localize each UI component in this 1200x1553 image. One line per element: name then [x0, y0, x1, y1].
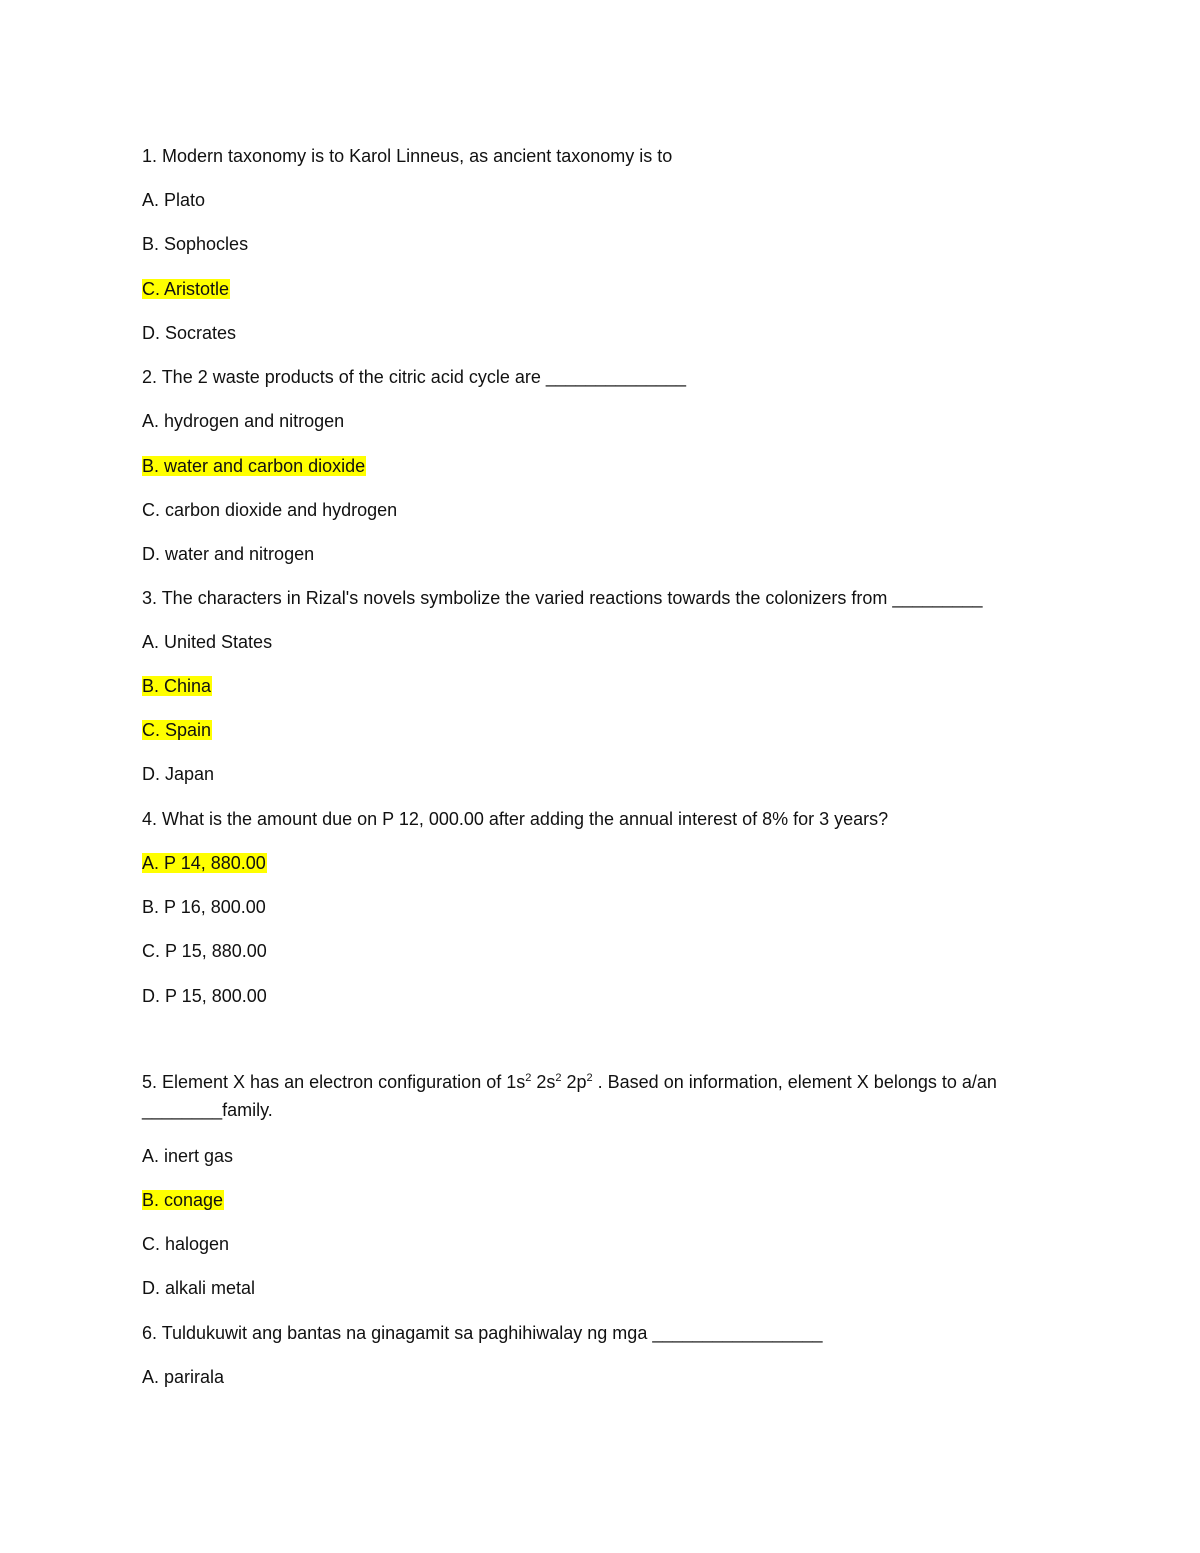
- question-2-option-b: [142, 454, 366, 478]
- option-text: A. inert gas: [142, 1146, 234, 1166]
- question-3-option-c: [142, 718, 212, 742]
- question-1-option-a: [142, 188, 205, 212]
- superscript: 2: [555, 1072, 562, 1084]
- prompt-mid: 2p: [561, 1072, 587, 1092]
- prompt-end: . Based on information, element X belongs to a/an ________family.: [142, 1072, 997, 1120]
- highlighted-answer: C. Spain: [142, 720, 212, 740]
- question-2-prompt: 2. The 2 waste products of the citric acid cycle are ______________: [142, 367, 687, 387]
- question-3-option-d: [142, 762, 214, 786]
- question-4-prompt: 4. What is the amount due on P 12, 000.00 after adding the annual interest of 8% for 3 years?: [142, 809, 889, 829]
- question-4-option-d: [142, 984, 267, 1008]
- question-4-option-c: [142, 939, 267, 963]
- highlighted-answer: C. Aristotle: [142, 279, 230, 299]
- prompt-mid: 2s: [531, 1072, 556, 1092]
- question-5-option-c: [142, 1232, 229, 1256]
- question-5-option-b: [142, 1188, 224, 1212]
- question-2-option-d: [142, 542, 314, 566]
- question-3-prompt: 3. The characters in Rizal's novels symbolize the varied reactions towards the colonizers from _________: [142, 588, 983, 608]
- question-6-prompt: 6. Tuldukuwit ang bantas na ginagamit sa paghihiwalay ng mga _________________: [142, 1323, 823, 1343]
- option-text: C. halogen: [142, 1234, 230, 1254]
- highlighted-answer: B. China: [142, 676, 212, 696]
- highlighted-answer: B. conage: [142, 1190, 224, 1210]
- question-4-option-b: [142, 895, 266, 919]
- question-2-option-a: [142, 409, 344, 433]
- question-3-option-a: [142, 630, 272, 654]
- question-1-prompt: 1. Modern taxonomy is to Karol Linneus, as ancient taxonomy is to: [142, 146, 673, 166]
- superscript: 2: [586, 1072, 593, 1084]
- option-text: C. carbon dioxide and hydrogen: [142, 500, 398, 520]
- option-text: A. hydrogen and nitrogen: [142, 411, 345, 431]
- highlighted-answer: A. P 14, 880.00: [142, 853, 266, 873]
- option-text: D. P 15, 800.00: [142, 986, 267, 1006]
- question-6-option-a: [142, 1365, 224, 1389]
- question-1-option-b: [142, 232, 248, 256]
- option-text: D. Japan: [142, 764, 215, 784]
- option-text: B. Sophocles: [142, 234, 249, 254]
- option-text: B. P 16, 800.00: [142, 897, 266, 917]
- question-5-option-a: [142, 1144, 233, 1168]
- question-2-option-c: [142, 498, 397, 522]
- question-1-option-c: [142, 277, 230, 301]
- option-text: A. United States: [142, 632, 273, 652]
- option-text: D. alkali metal: [142, 1278, 256, 1298]
- question-5-prompt: [142, 1068, 1042, 1124]
- option-text: D. Socrates: [142, 323, 237, 343]
- option-text: A. parirala: [142, 1367, 225, 1387]
- option-text: D. water and nitrogen: [142, 544, 315, 564]
- prompt-start: 5. Element X has an electron configuration of 1s: [142, 1072, 526, 1092]
- option-text: A. Plato: [142, 190, 206, 210]
- highlighted-answer: B. water and carbon dioxide: [142, 456, 366, 476]
- question-3-option-b: [142, 674, 212, 698]
- question-4-option-a: [142, 851, 267, 875]
- option-text: C. P 15, 880.00: [142, 941, 267, 961]
- question-1-option-d: [142, 321, 236, 345]
- superscript: 2: [525, 1072, 532, 1084]
- question-5-option-d: [142, 1276, 255, 1300]
